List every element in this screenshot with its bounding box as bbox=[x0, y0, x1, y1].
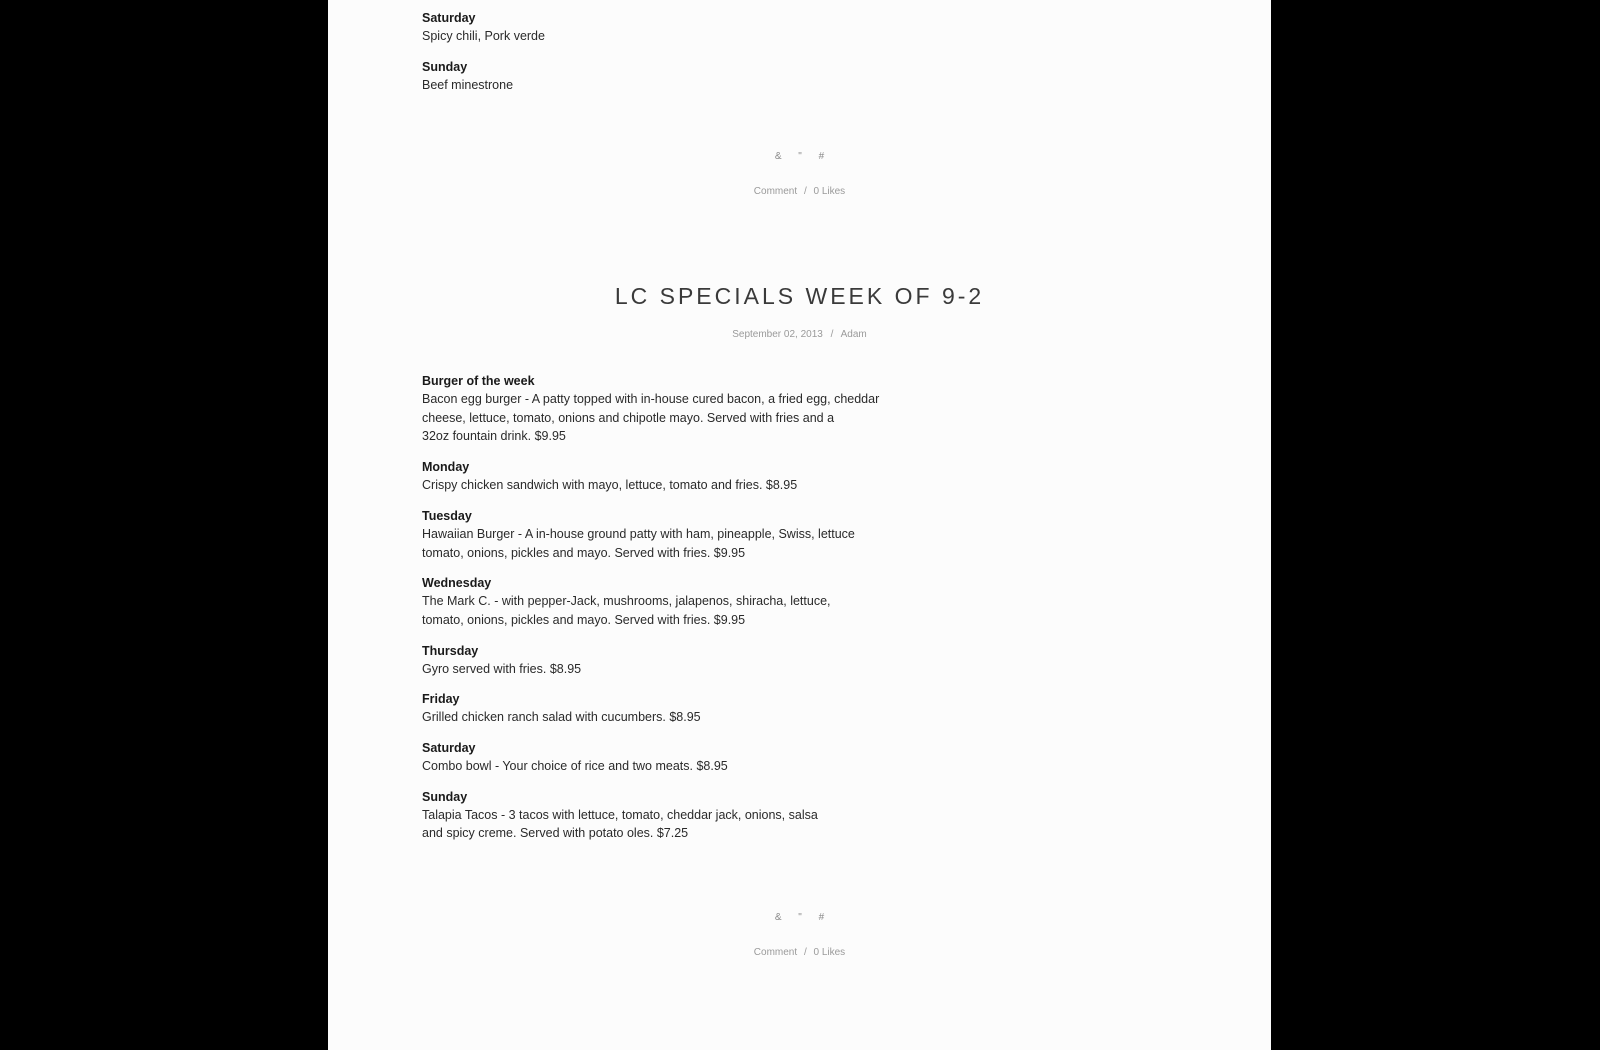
page-content bbox=[328, 0, 1271, 1050]
day-label: Monday bbox=[422, 460, 470, 475]
post-footer-meta bbox=[328, 947, 1271, 958]
post-title[interactable]: LC SPECIALS WEEK OF 9-2 bbox=[614, 283, 985, 309]
post-body bbox=[422, 372, 1182, 855]
menu-description: Spicy chili, Pork verde bbox=[422, 29, 545, 43]
day-label: Thursday bbox=[422, 643, 479, 658]
menu-description: Gyro served with fries. $8.95 bbox=[422, 661, 582, 676]
list-item bbox=[422, 9, 1182, 46]
separator: / bbox=[830, 329, 834, 340]
menu-description: Grilled chicken ranch salad with cucumbers. $8.95 bbox=[422, 710, 701, 725]
menu-description: Beef minestrone bbox=[422, 77, 514, 92]
menu-description: The Mark C. - with pepper-Jack, mushrooms, jalapenos, shiracha, lettuce, tomato, onions, pickles and mayo. Served with fries. $9.95 bbox=[422, 594, 831, 627]
list-item bbox=[422, 458, 1182, 495]
list-item bbox=[422, 642, 1182, 679]
day-label: Friday bbox=[422, 692, 460, 707]
day-label: Sunday bbox=[422, 59, 468, 74]
list-item bbox=[422, 58, 1182, 95]
menu-description: Hawaiian Burger - A in-house ground patty with ham, pineapple, Swiss, lettuce tomato, onions, pickles and mayo. Served with fries. $9.95 bbox=[422, 526, 855, 560]
menu-description: Combo bowl - Your choice of rice and two meats. $8.95 bbox=[422, 759, 728, 774]
menu-description: Bacon egg burger - A patty topped with in-house cured bacon, a fried egg, cheddar cheese, lettuce, tomato, onions and chipotle mayo. Served with fries and a 32oz fountain drink. $9.95 bbox=[422, 392, 880, 444]
post-footer-meta bbox=[328, 186, 1271, 197]
day-label: Tuesday bbox=[422, 508, 472, 523]
comment-link[interactable]: Comment bbox=[753, 186, 798, 197]
post-date[interactable]: September 02, 2013 bbox=[732, 329, 823, 340]
list-item bbox=[422, 574, 1182, 629]
list-item bbox=[422, 788, 1182, 843]
section-heading: Burger of the week bbox=[422, 374, 535, 388]
post-author[interactable]: Adam bbox=[840, 329, 867, 340]
facebook-share-icon[interactable]: & bbox=[774, 151, 782, 162]
separator: / bbox=[803, 186, 807, 197]
list-item bbox=[422, 690, 1182, 727]
twitter-share-icon[interactable]: " bbox=[798, 912, 802, 923]
share-icons bbox=[328, 151, 1271, 162]
link-share-icon[interactable]: # bbox=[818, 912, 825, 923]
share-icons bbox=[328, 912, 1271, 923]
prev-post-body bbox=[422, 9, 1182, 106]
list-item bbox=[422, 739, 1182, 776]
day-label: Saturday bbox=[422, 11, 476, 25]
twitter-share-icon[interactable]: " bbox=[798, 151, 802, 162]
separator: / bbox=[803, 947, 807, 958]
list-item bbox=[422, 507, 1182, 562]
likes-link[interactable]: 0 Likes bbox=[813, 186, 846, 197]
likes-link[interactable]: 0 Likes bbox=[813, 947, 846, 958]
comment-link[interactable]: Comment bbox=[753, 947, 798, 958]
day-label: Saturday bbox=[422, 741, 476, 756]
facebook-share-icon[interactable]: & bbox=[774, 912, 782, 923]
link-share-icon[interactable]: # bbox=[818, 151, 825, 162]
post-meta bbox=[328, 329, 1271, 340]
list-item bbox=[422, 372, 1182, 446]
menu-description: Talapia Tacos - 3 tacos with lettuce, tomato, cheddar jack, onions, salsa and spicy creme. Served with potato oles. $7.25 bbox=[422, 807, 818, 841]
day-label: Wednesday bbox=[422, 576, 492, 591]
day-label: Sunday bbox=[422, 789, 468, 804]
menu-description: Crispy chicken sandwich with mayo, lettuce, tomato and fries. $8.95 bbox=[422, 478, 798, 493]
